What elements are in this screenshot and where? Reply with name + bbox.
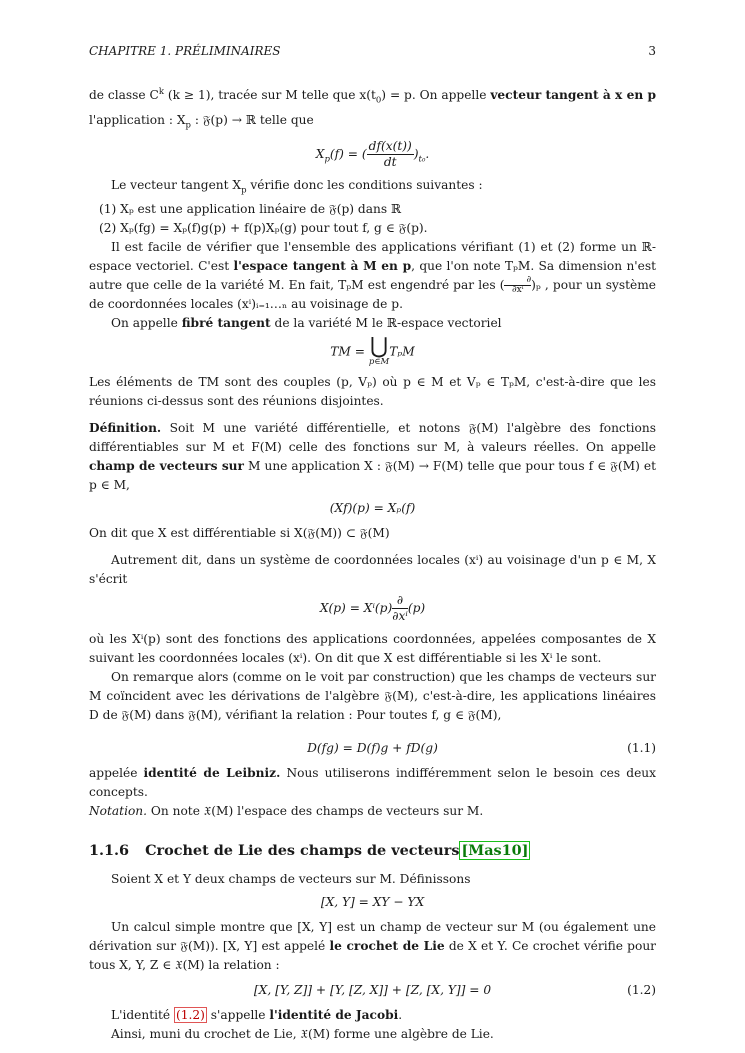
paragraph-derivations: On remarque alors (comme on le voit par construction) que les champs de vecteurs sur M coïncident avec les dérivations de l'algèbre 𝔉(M), c'est-à-dire, les applications linéaires D de 𝔉(M) dans 𝔉(M), vérifiant la relation : Pour toutes f, g ∈ 𝔉(M), [89,670,656,723]
equation-tangent-bundle: TM = ⋃ p∈M TₚM [330,334,415,368]
paragraph-tangent-vector: de classe $C^k$ (k ≥ 1), tracée sur M telle que $x(t_0) = p$. On appelle vecteur tangent à x en p l'application : $X_p$ : 𝔉(p) → ℝ telle que [89,87,656,130]
definition-vector-field: Définition. Soit M une variété différentielle, et notons 𝔉(M) l'algèbre des fonctions différentiables sur M et F(M) celle des fonctions sur M, à valeurs réelles. On appelle champ de vecteurs sur M une application X : 𝔉(M) → F(M) telle que pour tous f ∈ 𝔉(M) et p ∈ M, [89,421,656,493]
paragraph-conditions-intro: Le vecteur tangent $X_p$ vérifie donc les conditions suivantes : [111,177,483,196]
chapter-title: CHAPITRE 1. PRÉLIMINAIRES [89,44,281,58]
equation-xf: (Xf)(p) = Xₚ(f) [329,501,416,516]
paragraph-leibniz: appelée identité de Leibniz. Nous utiliserons indifféremment selon le besoin ces deux concepts. [89,766,657,800]
equation-reference-link[interactable]: (1.2) [176,1008,205,1023]
equation-number-1-1: (1.1) [627,741,656,756]
equation-bracket: [X, Y] = XY − YX [320,895,425,910]
equation-local-form: X(p) = Xⁱ(p) $\frac{\partial}{\text{∂xⁱ}}$ (p) [319,593,426,624]
paragraph-jacobi: L'identité (1.2) s'appelle l'identité de Jacobi. [111,1008,403,1023]
equation-jacobi [89,981,656,1000]
paragraph-differentiable: On dit que X est différentiable si X(𝔉(M)) ⊂ 𝔉(M) [89,526,390,541]
equation-leibniz [89,739,656,758]
running-header [89,42,656,61]
equation-tangent-definition: $X_p(f)$ = ( $\frac{df(x(t))}{dt}$ )$_{t_0}$. [315,138,430,169]
conditions-list [99,200,656,238]
jacobi-formula: [X, [Y, Z]] + [Y, [Z, X]] + [Z, [X, Y]] = 0 [253,983,492,998]
page-number: 3 [648,44,656,58]
paragraph-tangent-space: Il est facile de vérifier que l'ensemble des applications vérifiant (1) et (2) forme un ℝ-espace vectoriel. C'est l'espace tangent à M en p, que l'on note TₚM. Sa dimension n'est autre que celle de la variété M. En fait, TₚM est engendré par les ( ∂ ∂xⁱ )ₚ , pour un système de coordonnées locales (xⁱ)ᵢ₌₁…ₙ au voisinage de p. [89,240,657,312]
paragraph-lie-bracket: Un calcul simple montre que [X, Y] est un champ de vecteur sur M (ou également une dérivation sur 𝔉(M)). [X, Y] est appelé le crochet de Lie de X et Y. Ce crochet vérifie pour tous X, Y, Z ∈ 𝔛(M) la relation : [89,920,656,973]
section-title: Crochet de Lie des champs de vecteurs [145,842,460,860]
condition-2: (2) Xₚ(fg) = Xₚ(f)g(p) + f(p)Xₚ(g) pour tout f, g ∈ 𝔉(p). [99,221,428,236]
paragraph-define-bracket: Soient X et Y deux champs de vecteurs sur M. Définissons [111,872,471,887]
leibniz-formula: D(fg) = D(f)g + fD(g) [307,741,438,756]
paragraph-tangent-bundle: On appelle fibré tangent de la variété M le ℝ-espace vectoriel [111,316,502,331]
paragraph-couples: Les éléments de TM sont des couples (p, Vₚ) où p ∈ M et Vₚ ∈ TₚM, c'est-à-dire que les réunions ci-dessus sont des réunions disjointes. [89,375,656,409]
section-heading [89,841,656,860]
section-number: 1.1.6 [89,842,130,860]
condition-1: (1) Xₚ est une application linéaire de 𝔉(p) dans ℝ [99,202,402,217]
notation-line: Notation. On note 𝔛(M) l'espace des champs de vecteurs sur M. [89,804,484,819]
paragraph-components: où les Xⁱ(p) sont des fonctions des applications coordonnées, appelées composantes de X suivant les coordonnées locales (xⁱ). On dit que X est différentiable si les Xⁱ le sont. [89,632,656,666]
paragraph-local-coordinates: Autrement dit, dans un système de coordonnées locales (xⁱ) au voisinage d'un p ∈ M, X s'écrit [89,553,656,587]
paragraph-lie-algebra: Ainsi, muni du crochet de Lie, 𝔛(M) forme une algèbre de Lie. [111,1027,494,1042]
page [89,42,656,1044]
citation-link[interactable]: [Mas10] [461,842,529,860]
equation-number-1-2: (1.2) [627,983,656,998]
